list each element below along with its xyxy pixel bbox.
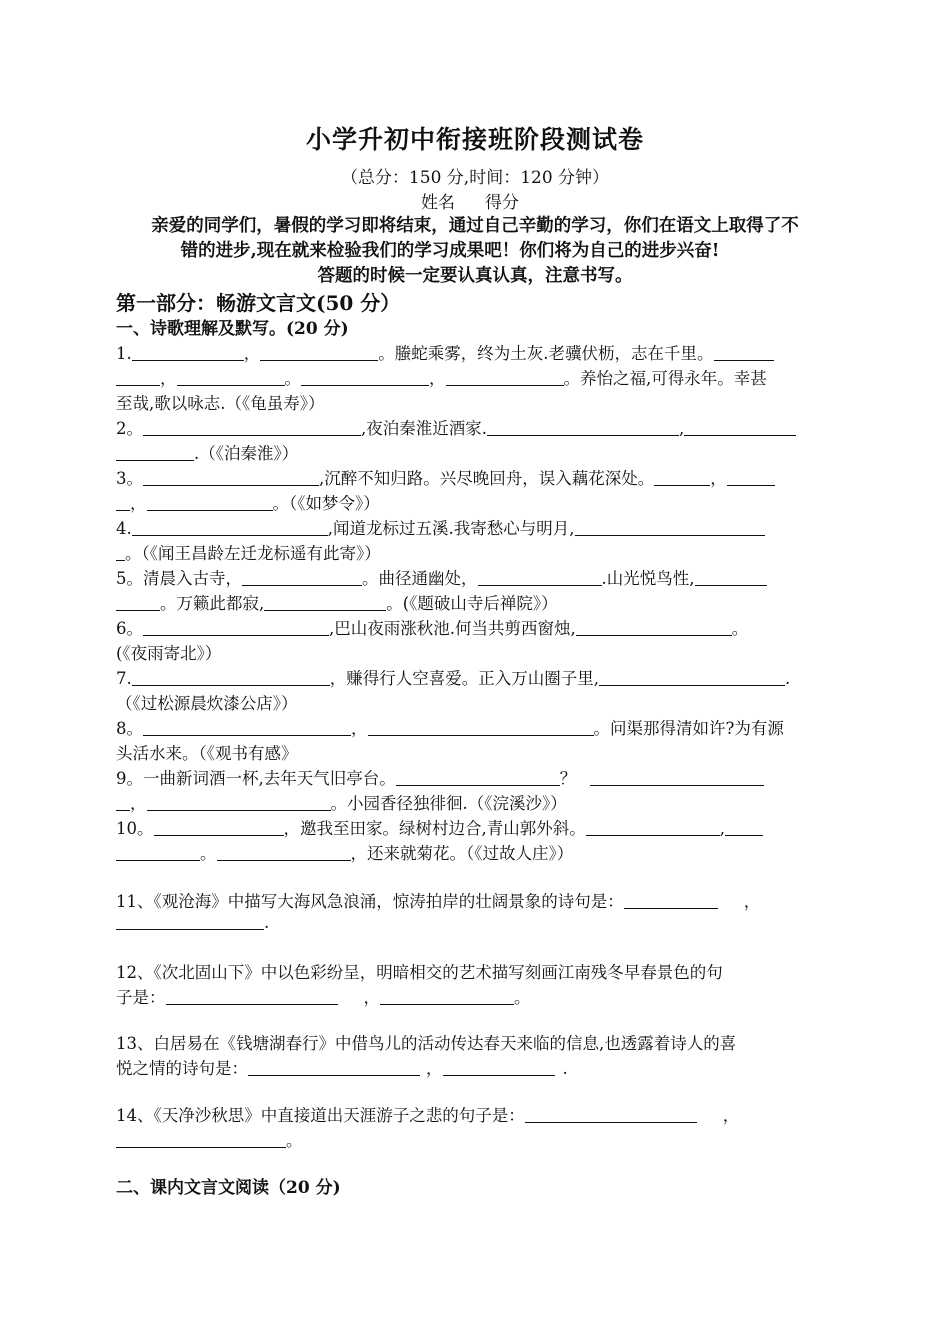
question-7-line-2: （《过松源晨炊漆公店》） <box>116 694 298 713</box>
question-8-line-1: 8。 ， 。问渠那得清如许?为有源 <box>116 719 784 738</box>
blank[interactable] <box>487 419 679 436</box>
blank[interactable] <box>590 769 764 786</box>
question-8-line-2: 头活水来。（《观书有感》 <box>116 744 298 763</box>
blank[interactable] <box>132 519 328 536</box>
blank[interactable] <box>154 819 284 836</box>
blank[interactable] <box>116 494 130 511</box>
question-12-line-2: 子是： ， 。 <box>116 988 531 1007</box>
intro-line-1: 亲爱的同学们，暑假的学习即将结束，通过自己辛勤的学习，你们在语文上取得了不 <box>151 216 799 236</box>
blank[interactable] <box>132 669 330 686</box>
blank[interactable] <box>727 469 775 486</box>
question-13-line-2: 悦之情的诗句是： ， . <box>116 1059 568 1078</box>
blank[interactable] <box>525 1106 697 1123</box>
blank[interactable] <box>116 1131 286 1148</box>
question-1-line-3: 至哉,歌以咏志.（《龟虽寿》） <box>116 394 325 413</box>
exam-title: 小学升初中衔接班阶段测试卷 <box>305 125 644 154</box>
blank[interactable] <box>624 892 718 909</box>
blank[interactable] <box>396 769 560 786</box>
blank[interactable] <box>143 619 329 636</box>
question-6-line-1: 6。 ,巴山夜雨涨秋池.何当共剪西窗烛, 。 <box>116 619 749 638</box>
question-9-line-2: ， 。小园香径独徘徊.（《浣溪沙》） <box>116 790 836 814</box>
question-10-line-1: 10。 ，邀我至田家。绿树村边合,青山郭外斜。 , <box>116 815 836 839</box>
question-14-line-2: 。 <box>116 1127 836 1151</box>
blank[interactable] <box>301 369 429 386</box>
blank[interactable] <box>599 669 785 686</box>
blank[interactable] <box>116 844 200 861</box>
blank[interactable] <box>143 469 319 486</box>
blank[interactable] <box>478 569 602 586</box>
question-3-line-1: 3。 ,沉醉不知归路。兴尽晚回舟，误入藕花深处。 ， <box>116 465 836 489</box>
blank[interactable] <box>586 819 720 836</box>
question-11-line-2: . <box>116 913 836 932</box>
question-13-line-1: 13、白居易在《钱塘湖春行》中借鸟儿的活动传达春天来临的信息,也透露着诗人的喜 <box>116 1034 737 1053</box>
blank[interactable] <box>684 419 796 436</box>
score-time-line: （总分：150 分,时间：120 分钟） <box>340 168 610 188</box>
blank[interactable] <box>248 1059 420 1076</box>
question-11-line-1: 11、《观沧海》中描写大海风急浪涌，惊涛拍岸的壮阔景象的诗句是： ， <box>116 892 761 911</box>
question-7-line-1: 7. ，赚得行人空喜爱。正入万山圈子里, . <box>116 669 791 688</box>
name-label: 姓名 <box>421 193 455 213</box>
blank[interactable] <box>260 344 378 361</box>
blank[interactable] <box>654 469 710 486</box>
blank[interactable] <box>147 794 331 811</box>
intro-line-2: 错的进步,现在就来检验我们的学习成果吧！你们将为自己的进步兴奋! <box>180 241 720 261</box>
blank[interactable] <box>116 369 160 386</box>
blank[interactable] <box>116 794 130 811</box>
question-14-line-1: 14、《天净沙秋思》中直接道出天涯游子之悲的句子是： ， <box>116 1106 740 1125</box>
question-6-line-2: (《夜雨寄北》） <box>116 644 222 663</box>
blank[interactable] <box>380 988 514 1005</box>
question-2-line-1: 2。 ,夜泊秦淮近酒家. , <box>116 415 836 439</box>
blank[interactable] <box>443 1059 555 1076</box>
blank[interactable] <box>575 519 765 536</box>
question-5-line-2: 。万籁此都寂, 。(《题破山寺后禅院》） <box>116 590 836 614</box>
blank[interactable] <box>143 419 361 436</box>
question-3-line-2: ， 。（《如梦令》） <box>116 490 836 514</box>
blank[interactable] <box>714 344 774 361</box>
blank[interactable] <box>143 719 351 736</box>
blank[interactable] <box>264 594 386 611</box>
question-9-line-1: 9。一曲新词酒一杯,去年天气旧亭台。 ？ <box>116 765 836 789</box>
score-label: 得分 <box>485 193 519 213</box>
blank[interactable] <box>116 444 194 461</box>
question-12-line-1: 12、《次北固山下》中以色彩纷呈，明暗相交的艺术描写刻画江南残冬早春景色的句 <box>116 963 723 982</box>
name-score-line <box>0 188 945 213</box>
section-2-title: 二、课内文言文阅读（20 分) <box>116 1178 341 1198</box>
blank[interactable] <box>725 819 763 836</box>
blank[interactable] <box>177 369 285 386</box>
blank[interactable] <box>116 544 125 561</box>
blank[interactable] <box>576 619 732 636</box>
blank[interactable] <box>242 569 362 586</box>
blank[interactable] <box>116 913 264 930</box>
blank[interactable] <box>446 369 564 386</box>
blank[interactable] <box>132 344 244 361</box>
blank[interactable] <box>116 594 160 611</box>
question-4-line-2: 。（《闻王昌龄左迁龙标遥有此寄》） <box>116 540 836 564</box>
question-1-line-2: ， 。 ， 。养怡之福,可得永年。幸甚 <box>116 365 836 389</box>
question-5-line-1: 5。清晨入古寺， 。曲径通幽处， .山光悦鸟性, <box>116 565 836 589</box>
blank[interactable] <box>368 719 594 736</box>
blank[interactable] <box>217 844 351 861</box>
blank[interactable] <box>166 988 338 1005</box>
question-2-line-2: .（《泊秦淮》） <box>116 440 836 464</box>
part-1-title: 第一部分：畅游文言文(50 分） <box>116 291 401 315</box>
intro-line-3: 答题的时候一定要认真认真，注意书写。 <box>317 266 633 286</box>
question-1-line-1: 1. ， 。螣蛇乘雾，终为土灰.老骥伏枥，志在千里。 <box>116 340 836 364</box>
question-10-line-2: 。 ，还来就菊花。（《过故人庄》） <box>116 840 836 864</box>
blank[interactable] <box>147 494 273 511</box>
blank[interactable] <box>695 569 767 586</box>
section-1-title: 一、诗歌理解及默写。(20 分) <box>116 319 349 339</box>
question-4-line-1: 4. ,闻道龙标过五溪.我寄愁心与明月, <box>116 515 836 539</box>
